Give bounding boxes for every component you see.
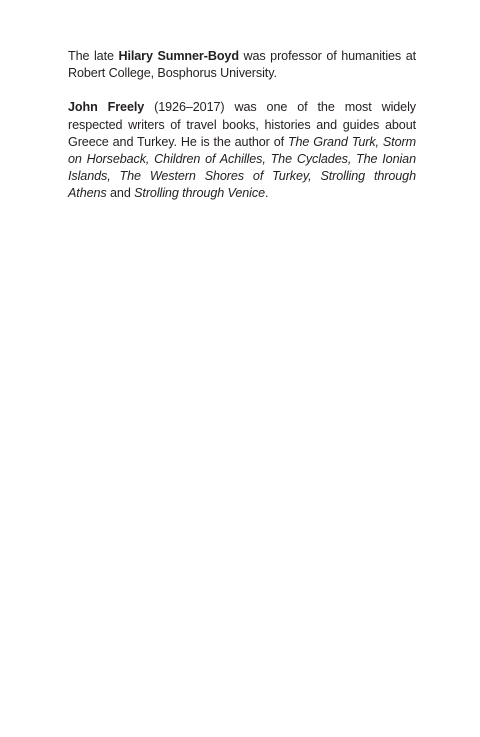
bio-text: was professor of humanities at Robert College, Bosphorus University. [68, 49, 416, 81]
bio-prefix: The late [68, 49, 119, 63]
author-name-freely: John Freely [68, 100, 145, 115]
book-titles-b: Strolling through Venice [134, 186, 265, 201]
bio-text-b: and [106, 186, 135, 201]
author-name-sumner-boyd: Hilary Sumner-Boyd [118, 49, 239, 63]
bio-text-c: . [264, 186, 269, 201]
bio-text-a: (1926–2017) was one of the most widely respected writers of travel books, histories and guides about Greece and Turkey. He is the author of [68, 100, 416, 149]
book-titles-a: The Grand Turk, Storm on Horseback, Children of Achilles, The Cyclades, The Ionian Islands, The Western Shores of Turkey, Strolling through Athens [68, 134, 416, 201]
bio-sumner-boyd [68, 48, 416, 82]
bio-freely [68, 99, 416, 202]
author-bios [68, 48, 416, 203]
